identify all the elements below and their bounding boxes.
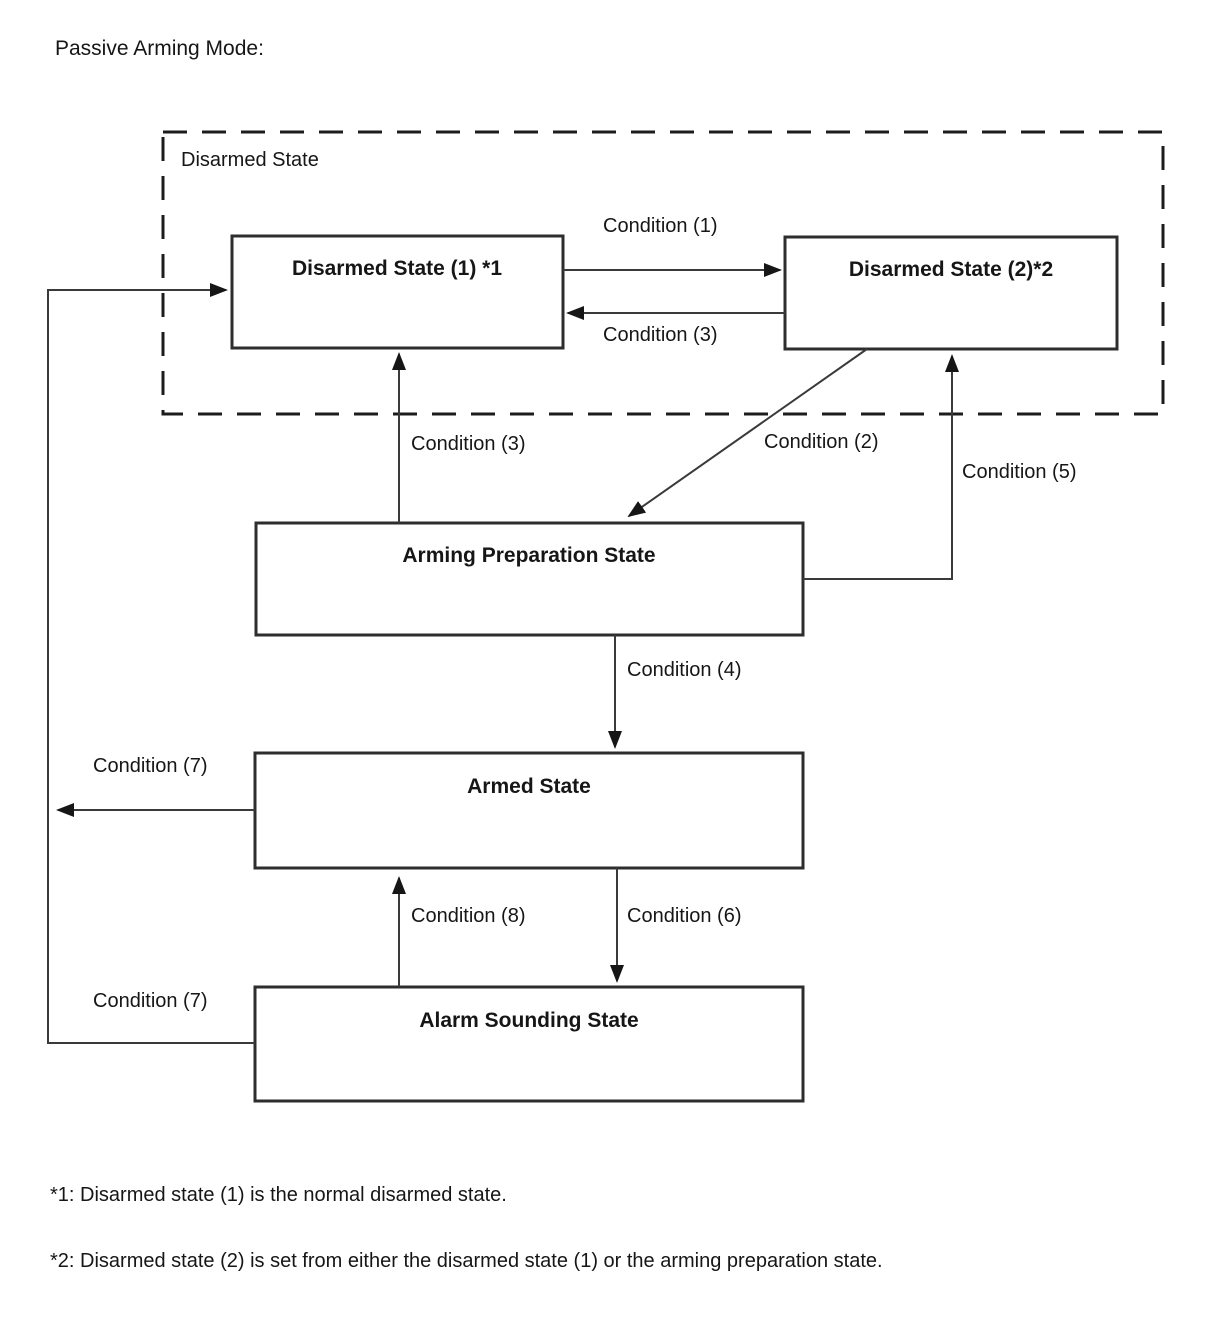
state-box-arming-preparation <box>256 523 803 635</box>
edge-label-condition-5: Condition (5) <box>962 461 1077 483</box>
state-box-disarmed-2 <box>785 237 1117 349</box>
edge-label-condition-2: Condition (2) <box>764 431 879 453</box>
state-box-disarmed-1 <box>232 236 563 348</box>
footnote-2: *2: Disarmed state (2) is set from either the disarmed state (1) or the arming preparation state. <box>50 1250 883 1272</box>
edge-condition-7-return-rail-arrow <box>48 290 255 1043</box>
disarmed-group-label: Disarmed State <box>181 149 319 171</box>
state-box-armed <box>255 753 803 868</box>
edge-label-condition-7-armed: Condition (7) <box>93 755 208 777</box>
state-label-armed: Armed State <box>467 775 591 798</box>
edge-label-condition-3-up: Condition (3) <box>411 433 526 455</box>
state-label-disarmed-1: Disarmed State (1) *1 <box>291 257 503 280</box>
edge-label-condition-1: Condition (1) <box>603 215 718 237</box>
edge-label-condition-6: Condition (6) <box>627 905 742 927</box>
edge-label-condition-4: Condition (4) <box>627 659 742 681</box>
state-label-arming-preparation: Arming Preparation State <box>402 544 656 567</box>
edge-condition-5-arrow <box>803 356 952 579</box>
edge-label-condition-7-alarm: Condition (7) <box>93 990 208 1012</box>
state-label-alarm-sounding: Alarm Sounding State <box>419 1009 639 1032</box>
edge-label-condition-8: Condition (8) <box>411 905 526 927</box>
footnote-1: *1: Disarmed state (1) is the normal disarmed state. <box>50 1184 507 1206</box>
edge-label-condition-3-between: Condition (3) <box>603 324 718 346</box>
page-title: Passive Arming Mode: <box>55 37 264 60</box>
state-label-disarmed-2: Disarmed State (2)*2 <box>848 258 1054 281</box>
state-box-alarm-sounding <box>255 987 803 1101</box>
